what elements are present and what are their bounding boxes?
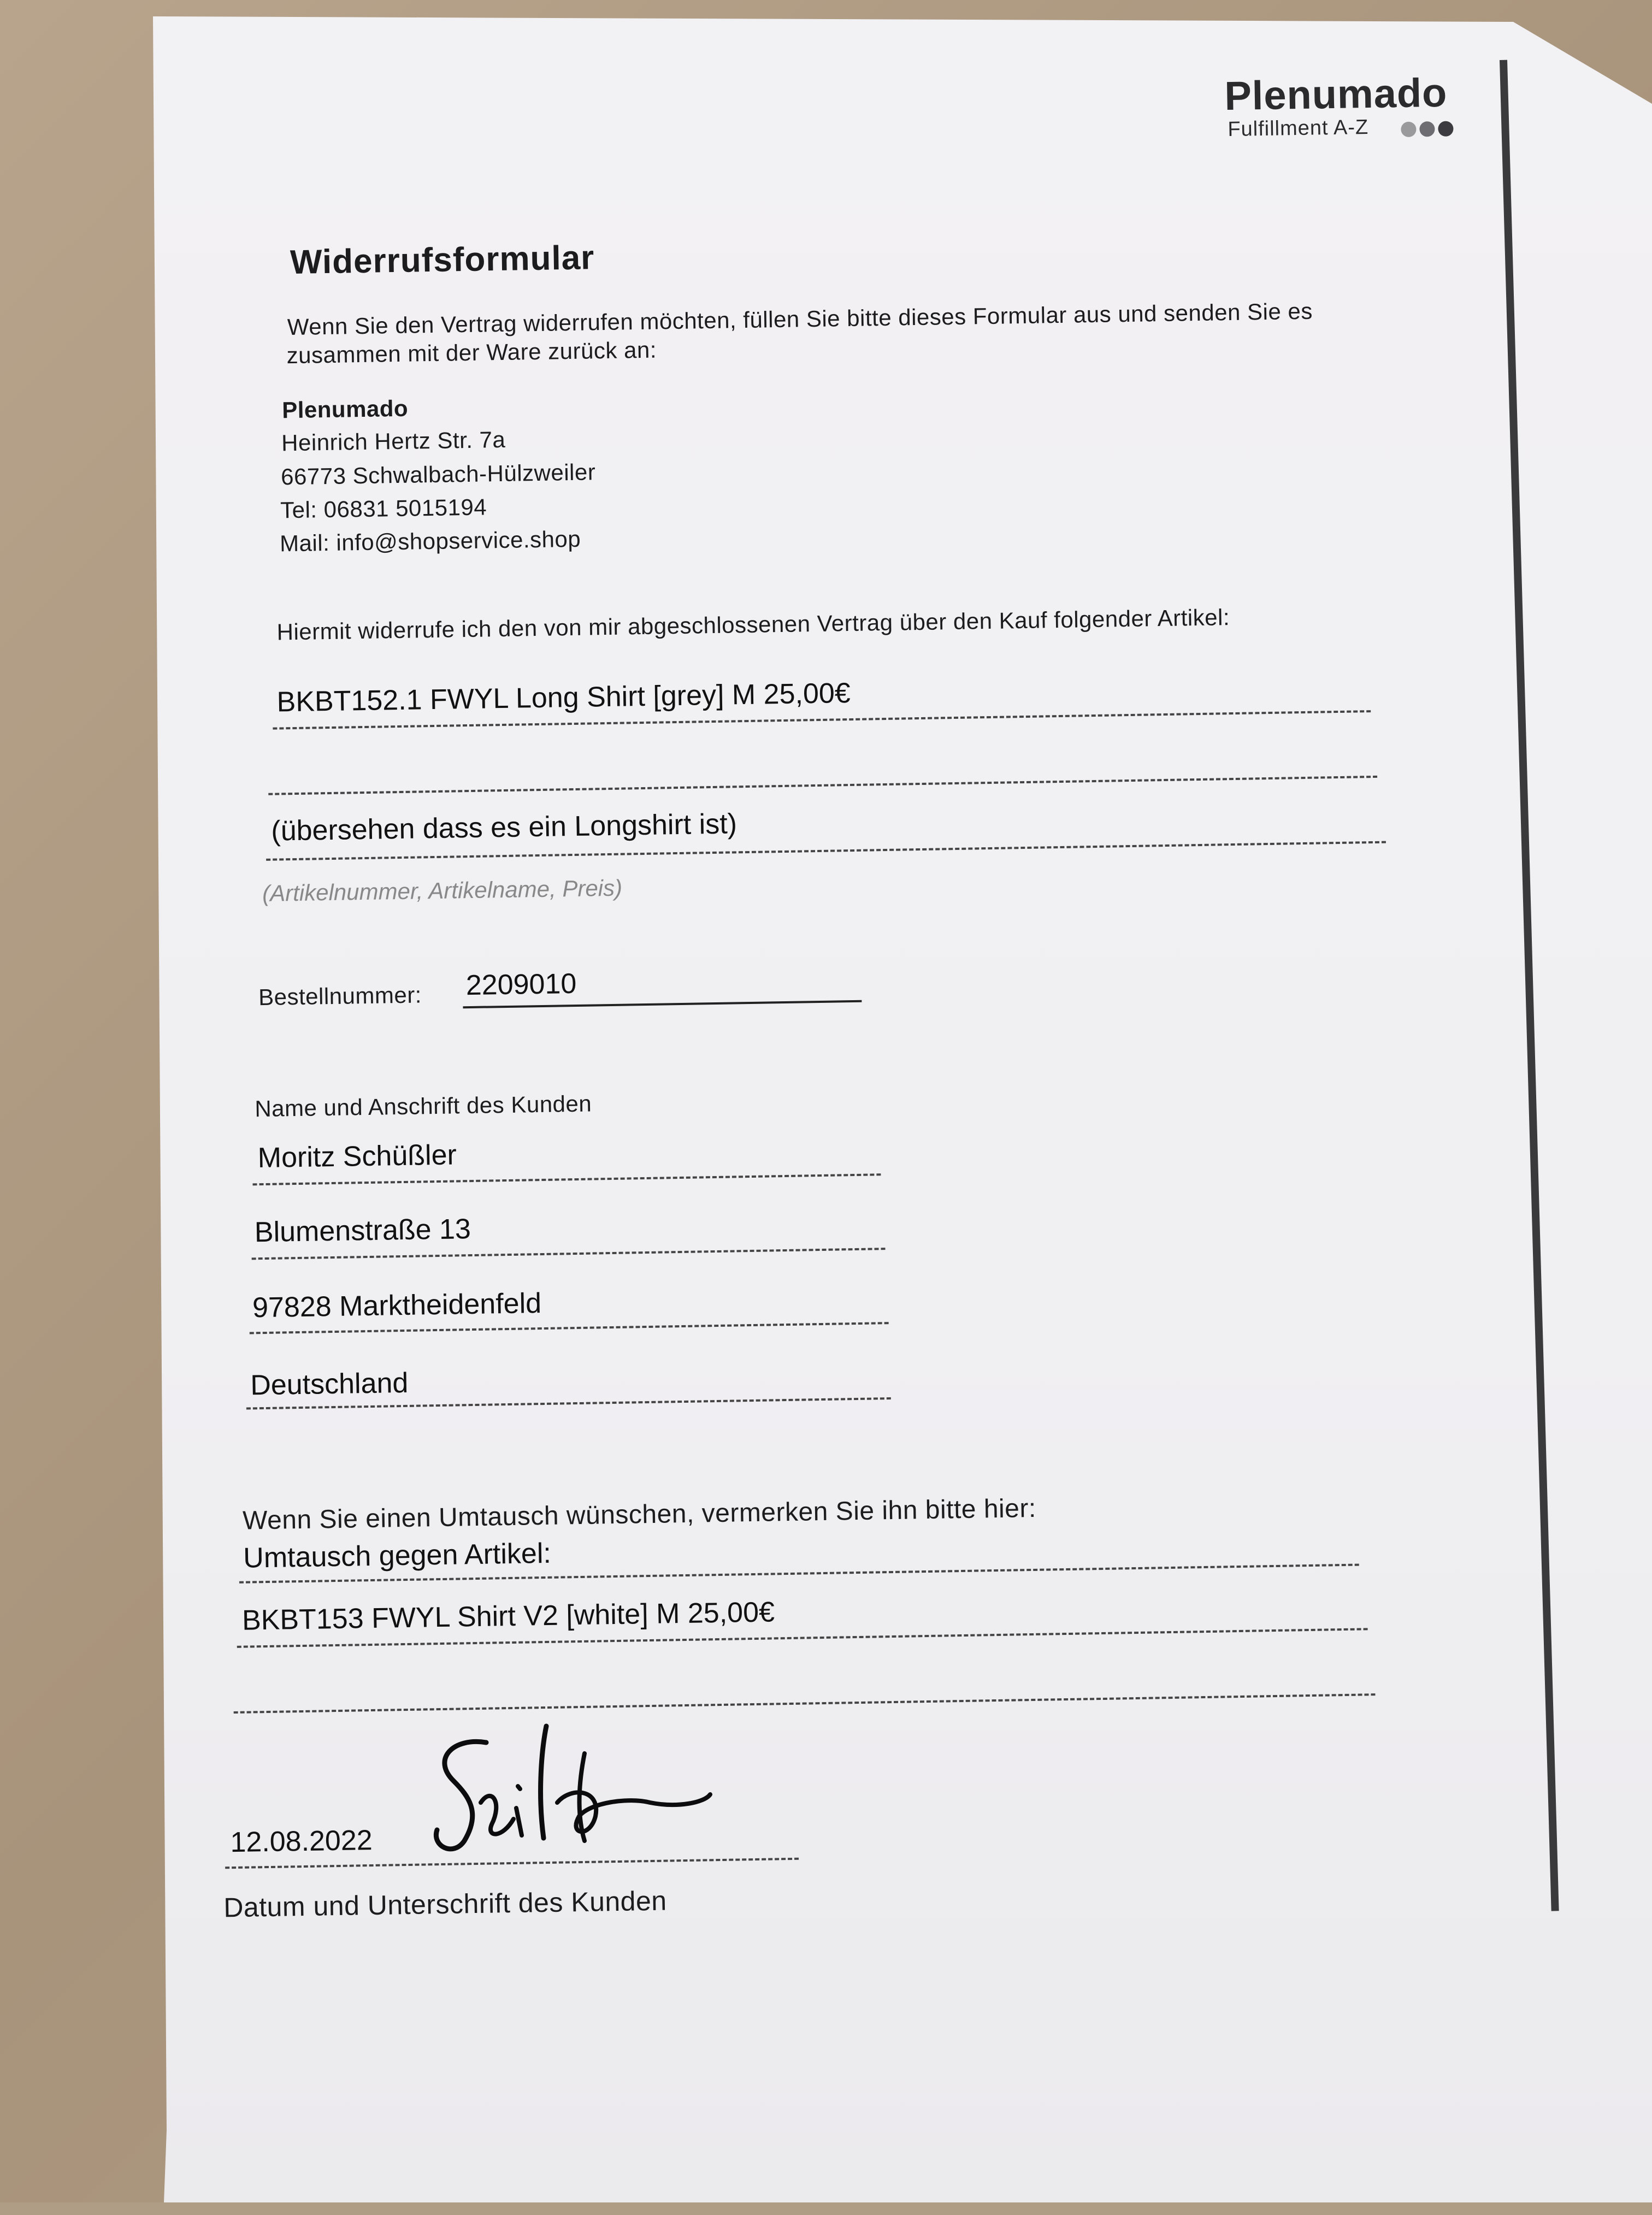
logo-tagline: Fulfillment A-Z bbox=[1228, 115, 1369, 141]
company-city: 66773 Schwalbach-Hülzweiler bbox=[280, 459, 596, 490]
logo-dot bbox=[1438, 121, 1453, 137]
revocation-statement: Hiermit widerrufe ich den von mir abgeschlossenen Vertrag über den Kauf folgender Artikel: bbox=[276, 604, 1230, 645]
handwritten-signature bbox=[421, 1721, 716, 1863]
customer-country[interactable]: Deutschland bbox=[250, 1367, 409, 1402]
customer-city[interactable]: 97828 Marktheidenfeld bbox=[252, 1287, 542, 1324]
order-number-value[interactable]: 2209010 bbox=[465, 967, 577, 1002]
logo-dots-icon bbox=[1401, 121, 1453, 138]
order-number-label: Bestellnummer: bbox=[258, 982, 422, 1011]
company-street: Heinrich Hertz Str. 7a bbox=[281, 426, 506, 456]
customer-name[interactable]: Moritz Schüßler bbox=[257, 1139, 457, 1174]
customer-city-rule bbox=[250, 1322, 889, 1334]
signature-caption: Datum und Unterschrift des Kunden bbox=[223, 1885, 668, 1923]
logo-title: Plenumado bbox=[1224, 69, 1448, 119]
company-mail: Mail: info@shopservice.shop bbox=[279, 525, 581, 557]
signature-date[interactable]: 12.08.2022 bbox=[229, 1824, 373, 1859]
customer-street[interactable]: Blumenstraße 13 bbox=[254, 1213, 471, 1249]
customer-label: Name und Anschrift des Kunden bbox=[254, 1090, 592, 1122]
customer-name-rule bbox=[252, 1173, 881, 1185]
company-name: Plenumado bbox=[281, 395, 409, 423]
article-line-2-rule bbox=[268, 776, 1377, 795]
order-number-rule bbox=[463, 1000, 862, 1008]
intro-line-2: zusammen mit der Ware zurück an: bbox=[286, 336, 657, 369]
exchange-line-1[interactable]: Umtausch gegen Artikel: bbox=[243, 1537, 552, 1574]
exchange-line-2[interactable]: BKBT153 FWYL Shirt V2 [white] M 25,00€ bbox=[241, 1596, 775, 1637]
article-line-3[interactable]: (übersehen dass es ein Longshirt ist) bbox=[270, 808, 738, 847]
exchange-label: Wenn Sie einen Umtausch wünschen, vermerken Sie ihn bitte hier: bbox=[242, 1493, 1037, 1535]
article-line-1[interactable]: BKBT152.1 FWYL Long Shirt [grey] M 25,00€ bbox=[276, 677, 851, 718]
customer-street-rule bbox=[252, 1248, 886, 1260]
company-phone: Tel: 06831 5015194 bbox=[280, 494, 487, 523]
intro-line-1: Wenn Sie den Vertrag widerrufen möchten, füllen Sie bitte dieses Formular aus und senden Sie es bbox=[287, 298, 1313, 340]
form-title: Widerrufsformular bbox=[290, 239, 595, 282]
exchange-line-3-rule bbox=[234, 1693, 1376, 1714]
article-hint: (Artikelnummer, Artikelname, Preis) bbox=[262, 875, 623, 906]
logo-dot bbox=[1419, 121, 1435, 137]
logo-dot bbox=[1401, 122, 1416, 137]
